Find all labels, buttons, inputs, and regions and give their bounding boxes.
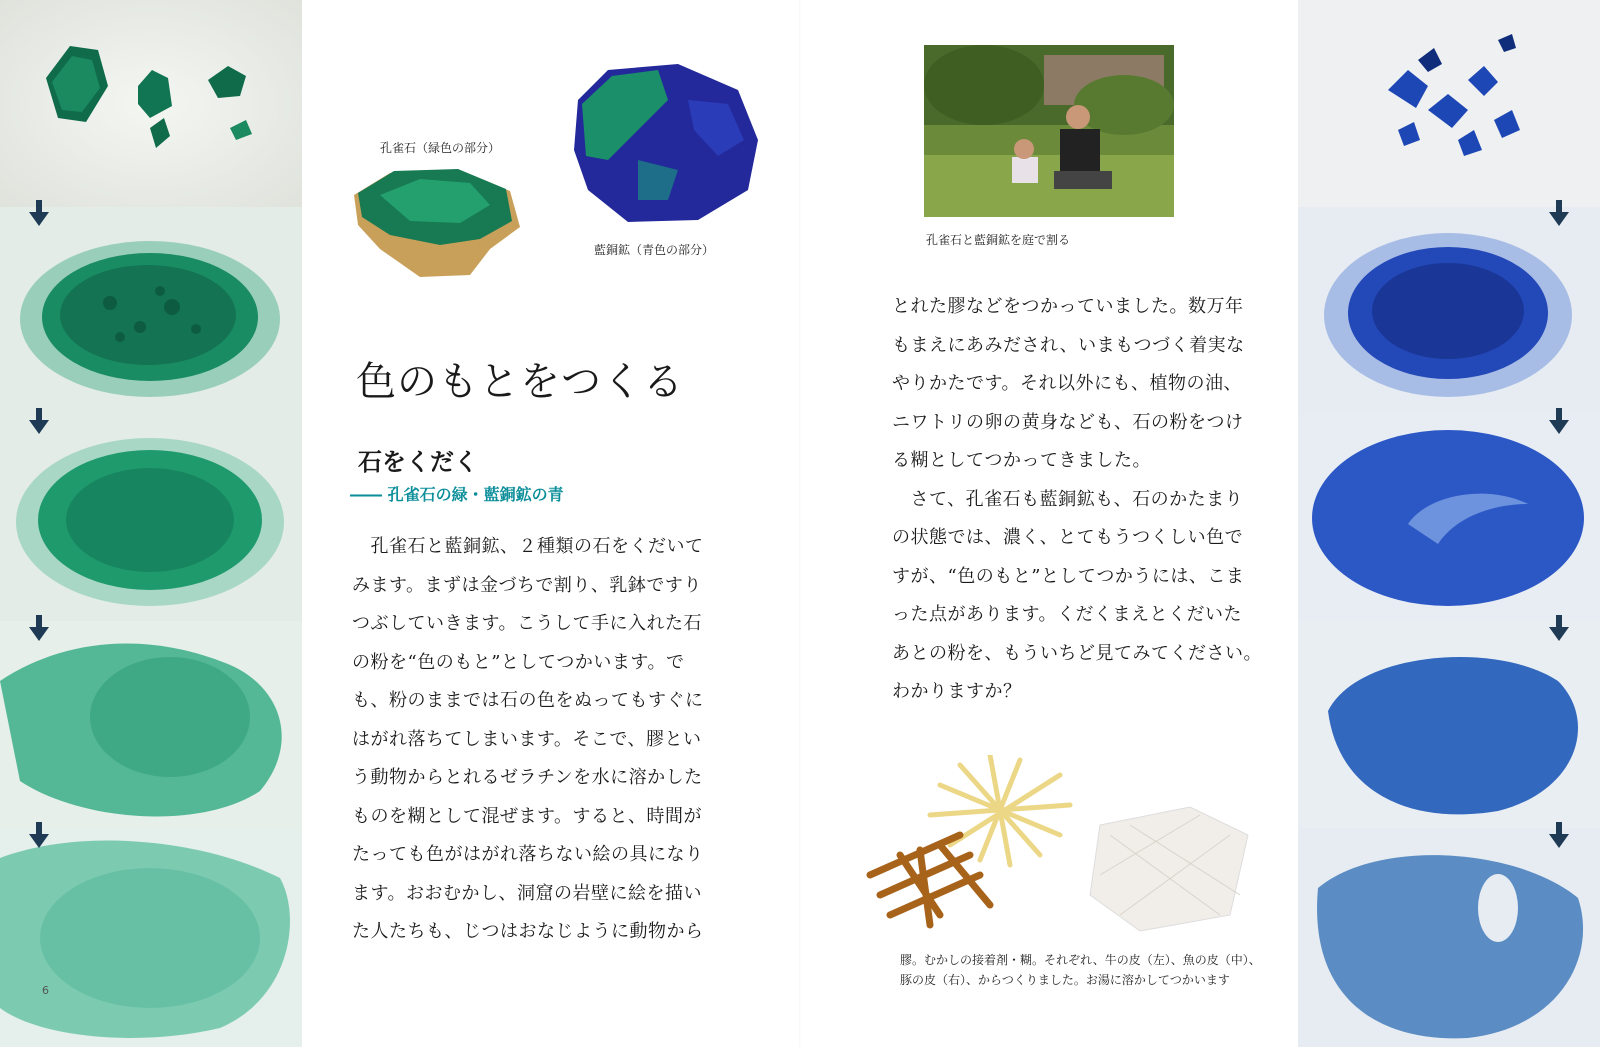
azurite-caption: 藍銅鉱（青色の部分） — [594, 243, 715, 257]
glue-caption-line1: 膠。むかしの接着剤・糊。それぞれ、牛の皮（左）、魚の皮（中）、 — [900, 953, 1261, 967]
body-line: すが、“色のもと”としてつかうには、こま — [892, 565, 1245, 587]
azurite-chunks-photo — [1298, 0, 1600, 207]
body-line: はがれ落ちてしまいます。そこで、膠とい — [352, 728, 702, 750]
arrow-down-icon — [28, 200, 50, 226]
garden-photo — [924, 45, 1174, 217]
finest-azurite-powder-photo — [1298, 828, 1600, 1047]
body-line: ニワトリの卵の黄身なども、石の粉をつけ — [892, 411, 1244, 433]
green-pigment-strip — [0, 0, 302, 1047]
glue-sticks-photo — [860, 755, 1250, 945]
page-title: 色のもとをつくる — [356, 359, 684, 405]
blue-pigment-strip — [1298, 0, 1600, 1047]
body-line: つぶしていきます。こうして手に入れた石 — [352, 613, 703, 634]
body-line: さて、孔雀石も藍銅鉱も、石のかたまり — [892, 488, 1244, 510]
malachite-caption: 孔雀石（緑色の部分） — [380, 141, 501, 155]
fine-malachite-powder-photo — [0, 621, 302, 828]
body-line: やりかたです。それ以外にも、植物の油、 — [892, 373, 1243, 394]
crushed-azurite-photo — [1298, 207, 1600, 414]
arrow-down-icon — [28, 615, 50, 641]
arrow-down-icon — [1548, 822, 1570, 848]
body-line: た人たちも、じつはおなじように動物から — [352, 921, 704, 942]
body-line: あとの粉を、もういちど見てみてください。 — [892, 642, 1262, 664]
arrow-down-icon — [28, 822, 50, 848]
arrow-down-icon — [28, 408, 50, 434]
body-line: の粉を“色のもと”としてつかいます。で — [352, 651, 685, 673]
section-subheading: ―― 孔雀石の緑・藍銅鉱の青 — [350, 485, 564, 504]
body-line: もまえにあみだされ、いまもつづく着実な — [892, 334, 1245, 356]
page-gutter — [799, 0, 801, 1047]
body-line: わかりますか？ — [892, 681, 1022, 702]
body-line: みます。まずは金づちで割り、乳鉢ですり — [352, 574, 702, 596]
body-line: ます。おおむかし、洞窟の岩壁に絵を描い — [352, 882, 703, 904]
body-line: たっても色がはがれ落ちない絵の具になり — [352, 844, 704, 865]
malachite-specimen-photo — [350, 165, 525, 290]
page-number: 6 — [42, 984, 49, 997]
garden-caption: 孔雀石と藍銅鉱を庭で割る — [926, 233, 1071, 247]
arrow-down-icon — [1548, 615, 1570, 641]
arrow-down-icon — [1548, 408, 1570, 434]
body-line: の状態では、濃く、とてもうつくしい色で — [892, 527, 1244, 548]
body-line: 孔雀石と藍銅鉱、２種類の石をくだいて — [352, 536, 704, 557]
glue-caption-line2: 豚の皮（右）、からつくりました。お湯に溶かしてつかいます — [900, 973, 1230, 987]
body-text-left — [352, 528, 704, 952]
ground-malachite-photo — [0, 414, 302, 621]
azurite-specimen-photo — [568, 60, 768, 228]
finest-malachite-powder-photo — [0, 828, 302, 1047]
section-heading: 石をくだく — [358, 448, 478, 476]
body-line: る糊としてつかってきました。 — [892, 450, 1151, 471]
crushed-malachite-photo — [0, 207, 302, 414]
body-line: とれた膠などをつかっていました。数万年 — [892, 296, 1244, 317]
ground-azurite-photo — [1298, 414, 1600, 621]
body-line: った点があります。くだくまえとくだいた — [892, 604, 1243, 625]
body-line: も、粉のままでは石の色をぬってもすぐに — [352, 690, 704, 711]
malachite-chunks-photo — [0, 0, 302, 207]
arrow-down-icon — [1548, 200, 1570, 226]
body-line: う動物からとれるゼラチンを水に溶かした — [352, 767, 703, 788]
fine-azurite-powder-photo — [1298, 621, 1600, 828]
body-text-right — [892, 288, 1262, 712]
body-line: ものを糊として混ぜます。すると、時間が — [352, 805, 703, 827]
